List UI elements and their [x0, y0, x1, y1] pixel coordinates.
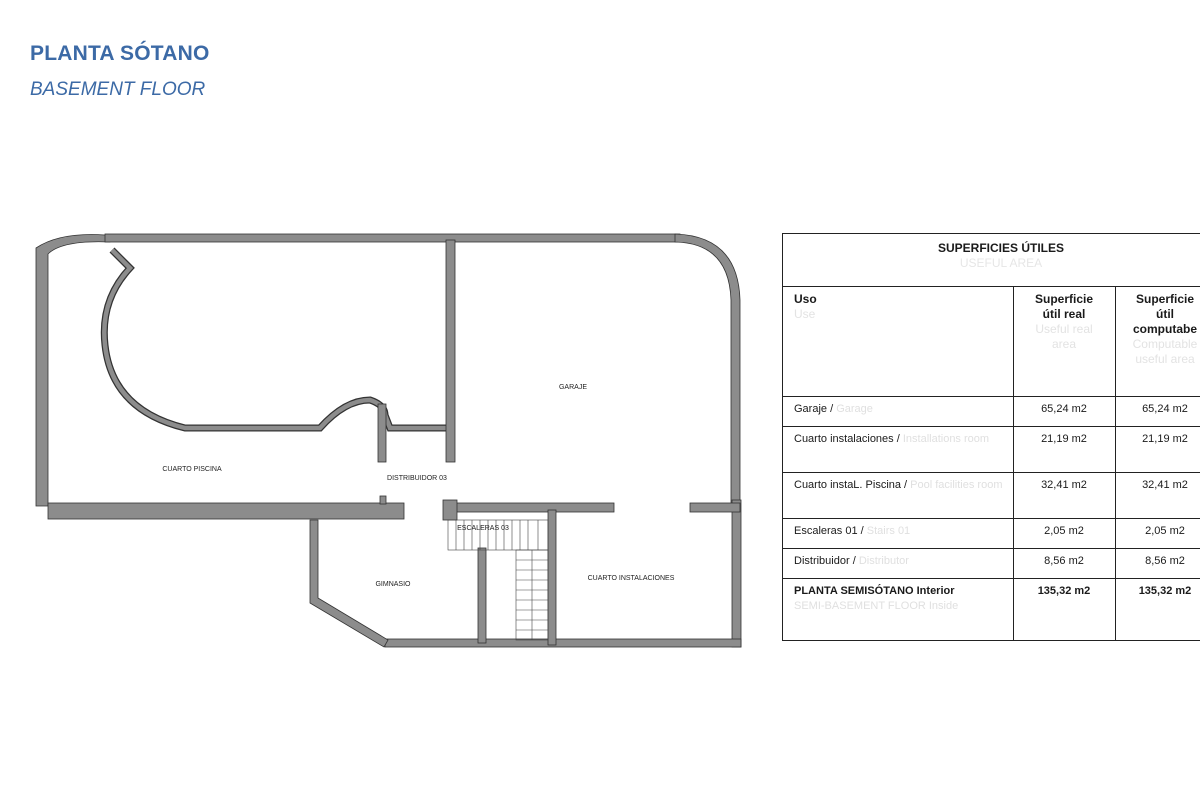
table-total-use: PLANTA SEMISÓTANO Interior SEMI-BASEMENT FLOOR Inside [794, 585, 959, 612]
wall-stub-2 [443, 500, 457, 520]
wall-pool-garage [446, 240, 455, 462]
table-row-computable: 65,24 m2 [1142, 403, 1188, 415]
wall-mid-horizontal-right [456, 503, 614, 512]
wall-outer-bottom [385, 639, 741, 647]
room-label-installations: CUARTO INSTALACIONES [587, 575, 675, 582]
column-header-use: Uso Use [794, 292, 817, 321]
table-row-computable: 2,05 m2 [1145, 525, 1185, 537]
page-title: PLANTA SÓTANO [30, 42, 210, 65]
table-row-computable: 32,41 m2 [1142, 479, 1188, 491]
row-divider [783, 578, 1200, 579]
wall-mid-horizontal-left [48, 503, 404, 519]
table-row-real: 32,41 m2 [1041, 479, 1087, 491]
table-total-real: 135,32 m2 [1037, 585, 1091, 597]
wall-outer-top-right [675, 234, 740, 505]
table-row-use: Distribuidor / Distributor [794, 555, 909, 567]
table-row-real: 65,24 m2 [1041, 403, 1087, 415]
wall-installations-left [548, 510, 556, 645]
room-label-pool-room: CUARTO PISCINA [162, 466, 222, 473]
column-header-real-area: Superficie útil real Useful real area [1034, 292, 1094, 351]
row-divider [783, 396, 1200, 397]
row-divider [783, 518, 1200, 519]
wall-outer-left [36, 235, 110, 506]
column-header-computable-area: Superficie útil computabe Computable useful area [1132, 292, 1198, 366]
wall-pool-curve [104, 250, 448, 428]
page-subtitle: BASEMENT FLOOR [30, 79, 206, 100]
stairs-drawing [448, 520, 548, 640]
table-row-real: 2,05 m2 [1044, 525, 1084, 537]
room-label-stairs: ESCALERAS 03 [457, 525, 509, 532]
table-row-real: 8,56 m2 [1044, 555, 1084, 567]
table-row-use: Cuarto instalaciones / Installations room [794, 433, 990, 445]
room-label-gym: GIMNASIO [375, 581, 411, 588]
wall-outer-top [105, 234, 680, 242]
table-title-en: USEFUL AREA [959, 256, 1043, 270]
table-row-computable: 21,19 m2 [1142, 433, 1188, 445]
table-row-use: Cuarto instaL. Piscina / Pool facilities room [794, 479, 1003, 491]
wall-stair-left [478, 548, 486, 643]
room-label-garage: GARAJE [558, 384, 588, 391]
room-label-distributor: DISTRIBUIDOR 03 [387, 475, 447, 482]
table-row-use: Garaje / Garage [794, 403, 873, 415]
wall-stub-1 [380, 496, 386, 504]
table-title: SUPERFICIES ÚTILES [937, 241, 1065, 255]
table-row-use: Escaleras 01 / Stairs 01 [794, 525, 911, 537]
wall-garage-right-stub [690, 503, 740, 512]
wall-pool-curve-inner [104, 250, 448, 428]
table-row-computable: 8,56 m2 [1145, 555, 1185, 567]
row-divider [783, 426, 1200, 427]
row-divider [783, 472, 1200, 473]
area-table [782, 233, 1200, 641]
table-header [783, 234, 1200, 287]
row-divider [783, 548, 1200, 549]
table-total-computable: 135,32 m2 [1138, 585, 1192, 597]
wall-outer-right [732, 500, 741, 647]
wall-distributor-left [378, 404, 386, 462]
table-row-real: 21,19 m2 [1041, 433, 1087, 445]
